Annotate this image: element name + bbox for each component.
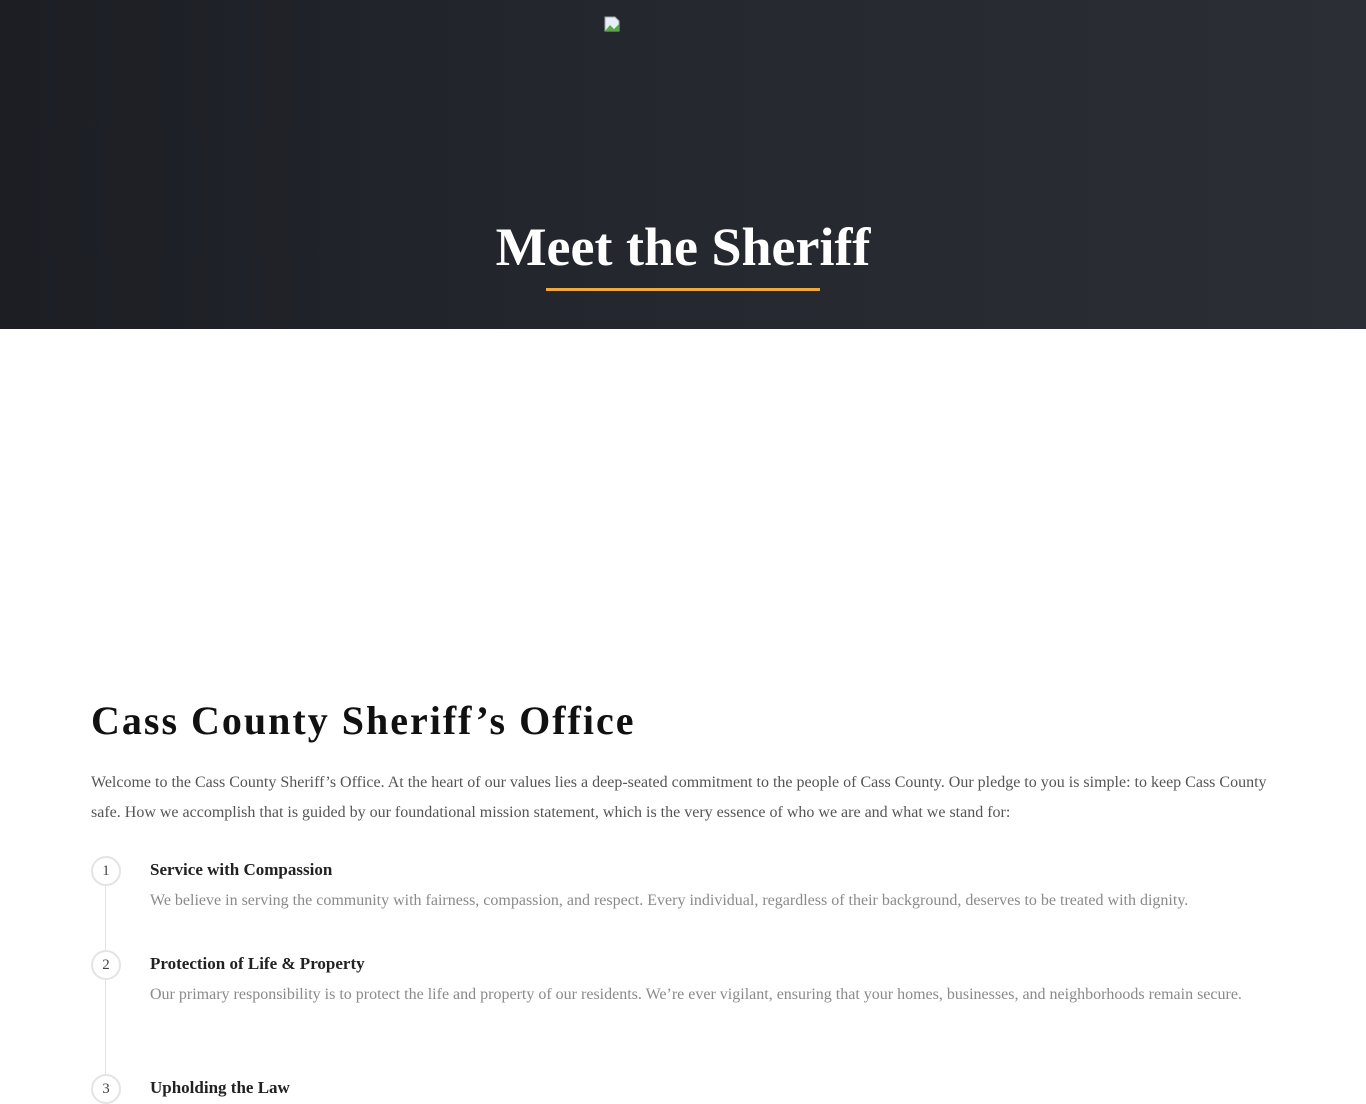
hero-banner xyxy=(0,0,1366,329)
intro-text: Welcome to the Cass County Sheriff’s Office. At the heart of our values lies a deep-seated commitment to the people of Cass County. Our pledge to you is simple: to keep Cass County safe. How we accomplish that is guided by our foundational mission statement, which is the very essence of who we are and what we stand for: xyxy=(91,774,1267,821)
step-desc: Our primary responsibility is to protect the life and property of our residents. We’re ever vigilant, ensuring that your homes, businesses, and neighborhoods remain secure. xyxy=(150,986,1242,1003)
mission-list xyxy=(91,856,1271,1102)
step-number: 3 xyxy=(91,1074,121,1104)
step-number: 1 xyxy=(91,856,121,886)
timeline-line xyxy=(105,886,106,952)
broken-image-icon xyxy=(604,16,620,32)
step-number: 2 xyxy=(91,950,121,980)
list-item xyxy=(91,950,1271,1074)
step-title: Service with Compassion xyxy=(150,860,333,879)
step-title: Protection of Life & Property xyxy=(150,954,365,973)
section-heading: Cass County Sheriff’s Office xyxy=(91,698,636,743)
timeline-line xyxy=(105,980,106,1076)
page-title: Meet the Sheriff xyxy=(495,217,871,277)
list-item xyxy=(91,1074,1271,1102)
title-underline xyxy=(546,288,820,291)
step-title: Upholding the Law xyxy=(150,1078,290,1097)
list-item xyxy=(91,856,1271,950)
step-desc: We believe in serving the community with fairness, compassion, and respect. Every individual, regardless of their background, deserves to be treated with dignity. xyxy=(150,892,1189,909)
